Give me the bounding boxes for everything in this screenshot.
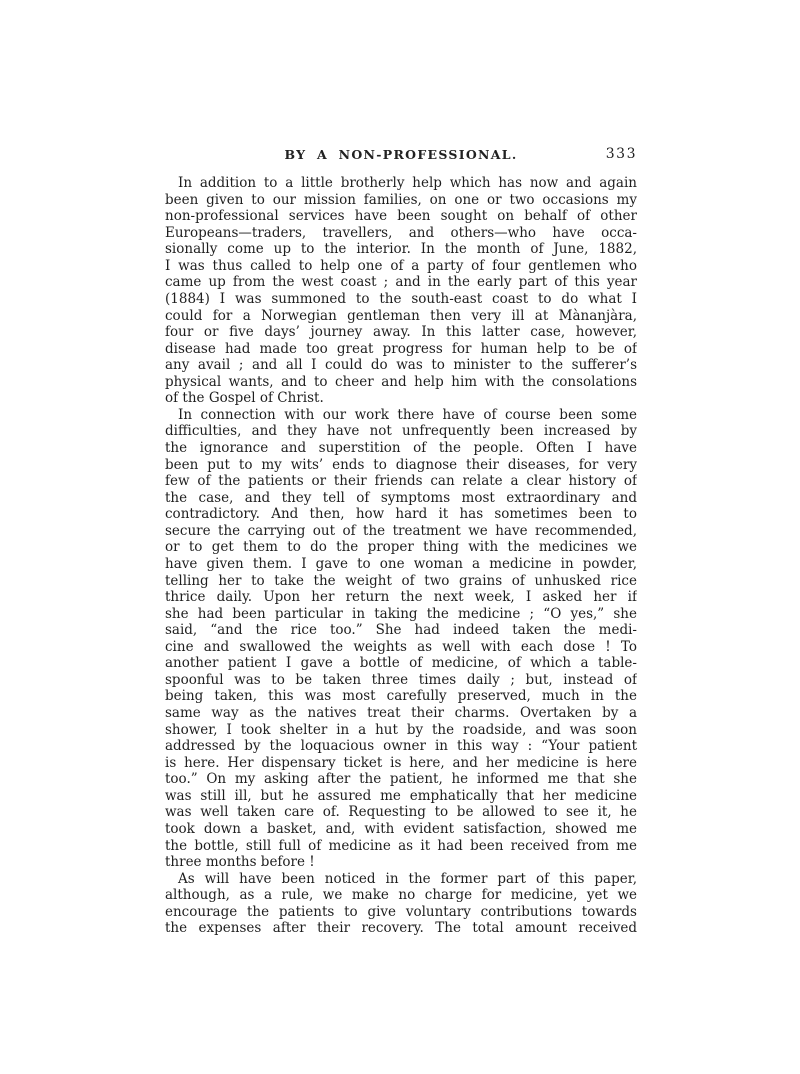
text-line: although, as a rule, we make no charge for medicine, yet we (165, 887, 637, 904)
text-line: the case, and they tell of symptoms most extraordinary and (165, 489, 637, 506)
text-line: any avail ; and all I could do was to minister to the sufferer’s (165, 357, 637, 374)
text-line: too.” On my asking after the patient, he informed me that she (165, 771, 637, 788)
text-line: telling her to take the weight of two grains of unhusked rice (165, 572, 637, 589)
text-line: sionally come up to the interior. In the month of June, 1882, (165, 241, 637, 258)
text-line: few of the patients or their friends can relate a clear history of (165, 473, 637, 490)
text-line: she had been particular in taking the medicine ; “O yes,” she (165, 605, 637, 622)
text-line: been put to my wits’ ends to diagnose their diseases, for very (165, 456, 637, 473)
text-line: addressed by the loquacious owner in this way : “Your patient (165, 738, 637, 755)
text-line: another patient I gave a bottle of medicine, of which a table- (165, 655, 637, 672)
text-line: (1884) I was summoned to the south-east coast to do what I (165, 290, 637, 307)
text-line: the ignorance and superstition of the people. Often I have (165, 440, 637, 456)
text-line: thrice daily. Upon her return the next week, I asked her if (165, 589, 637, 606)
text-line: disease had made too great progress for human help to be of (165, 340, 637, 357)
text-line: is here. Her dispensary ticket is here, and her medicine is here (165, 754, 637, 771)
text-line: been given to our mission families, on one or two occasions my (165, 191, 637, 208)
text-line: have given them. I gave to one woman a medicine in powder, (165, 555, 637, 572)
text-line: was still ill, but he assured me emphatically that her medicine (165, 787, 637, 804)
text-line: came up from the west coast ; and in the early part of this year (165, 274, 637, 291)
text-line: As will have been noticed in the former part of this paper, (178, 870, 637, 887)
page-body (165, 175, 637, 937)
text-line: the bottle, still full of medicine as it had been received from me (165, 837, 637, 854)
text-line: or to get them to do the proper thing with the medicines we (165, 539, 637, 556)
text-line: In connection with our work there have of course been some (178, 406, 637, 423)
text-line: difficulties, and they have not unfrequently been increased by (165, 423, 637, 440)
text-line: of the Gospel of Christ. (165, 390, 324, 407)
text-line: Europeans—traders, travellers, and others—who have occa- (165, 224, 637, 241)
text-line: non-professional services have been sought on behalf of other (165, 208, 637, 225)
text-line: said, “and the rice too.” She had indeed taken the medi- (165, 622, 637, 639)
running-header-title: BY A NON-PROFESSIONAL. (284, 147, 518, 162)
text-line: was well taken care of. Requesting to be allowed to see it, he (165, 804, 637, 821)
text-line: the expenses after their recovery. The total amount received (165, 920, 637, 937)
text-line: four or five days’ journey away. In this latter case, however, (165, 324, 637, 341)
text-line: encourage the patients to give voluntary contributions towards (165, 903, 637, 920)
text-line: took down a basket, and, with evident satisfaction, showed me (165, 820, 637, 837)
text-line: three months before ! (165, 854, 315, 871)
page-number: 333 (605, 146, 637, 162)
text-line: secure the carrying out of the treatment we have recommended, (165, 522, 637, 539)
text-line: could for a Norwegian gentleman then very ill at Mànanjàra, (165, 307, 637, 324)
text-line: same way as the natives treat their charms. Overtaken by a (165, 705, 637, 721)
text-line: In addition to a little brotherly help which has now and again (178, 175, 637, 191)
text-line: physical wants, and to cheer and help him with the consolations (165, 373, 637, 390)
running-header (165, 146, 637, 163)
text-line: shower, I took shelter in a hut by the roadside, and was soon (165, 721, 637, 738)
text-block (165, 146, 637, 937)
text-line: I was thus called to help one of a party of four gentlemen who (165, 257, 637, 274)
text-line: spoonful was to be taken three times daily ; but, instead of (165, 671, 637, 688)
text-line: cine and swallowed the weights as well with each dose ! To (165, 638, 637, 655)
text-line: being taken, this was most carefully preserved, much in the (165, 688, 637, 705)
text-line: contradictory. And then, how hard it has sometimes been to (165, 506, 637, 523)
